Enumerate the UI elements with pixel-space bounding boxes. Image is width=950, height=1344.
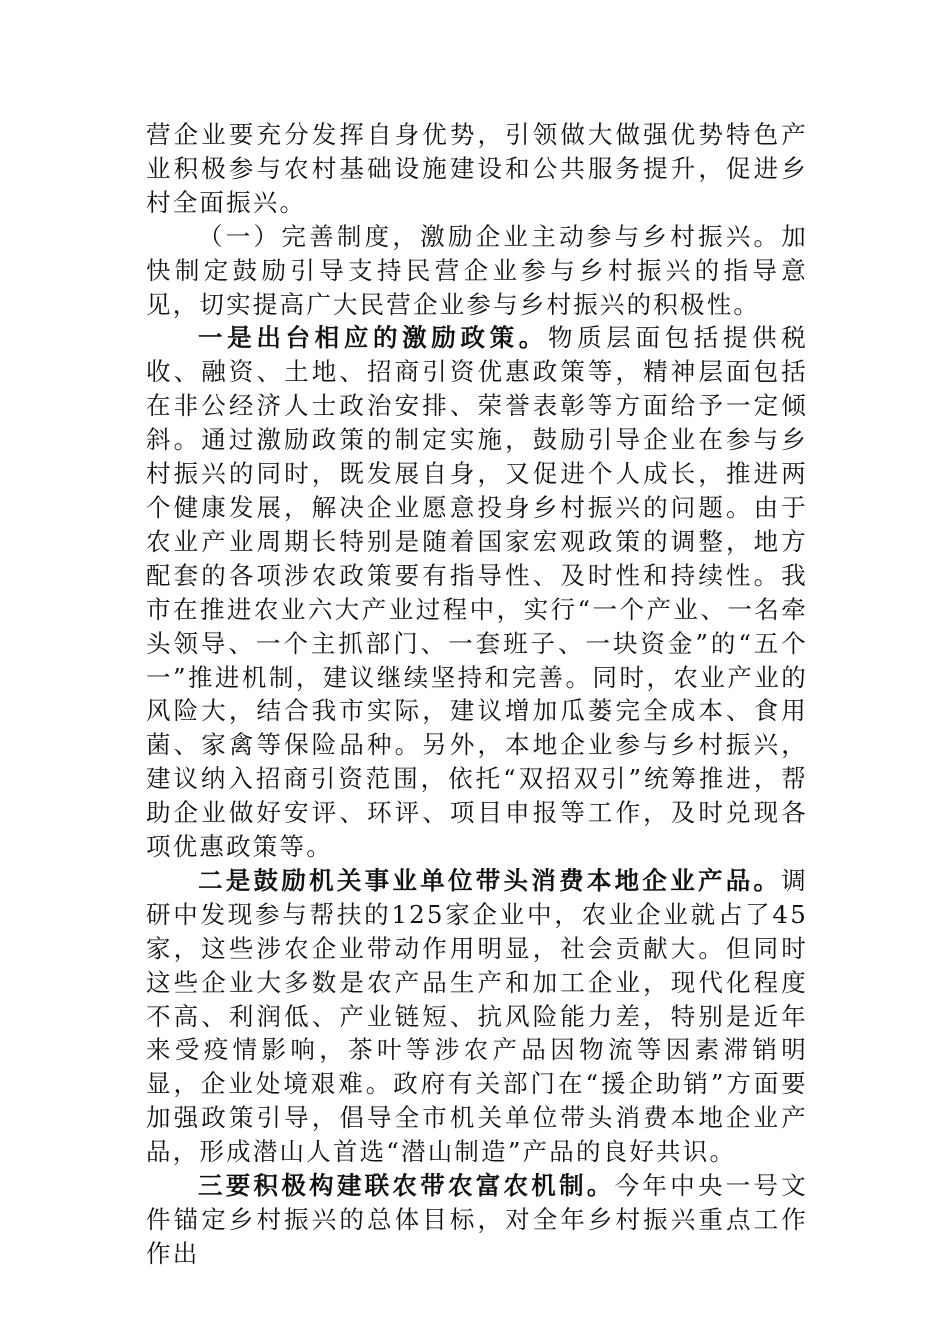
paragraph-text: 物质层面包括提供税收、融资、土地、招商引资优惠政策等，精神层面包括在非公经济人士政治安排、荣誉表彰等方面给予一定倾斜。通过激励政策的制定实施，鼓励引导企业在参与乡村振兴的同时，既发展自身，又促进个人成长，推进两个健康发展，解决企业愿意投身乡村振兴的问题。由于农业产业周期长特别是随着国家宏观政策的调整，地方配套的各项涉农政策要有指导性、及时性和持续性。我市在推进农业六大产业过程中，实行“一个产业、一名牵头领导、一个主抓部门、一套班子、一块资金”的“五个一”推进机制，建议继续坚持和完善。同时，农业产业的风险大，结合我市实际，建议增加瓜蒌完全成本、食用菌、家禽等保险品种。另外，本地企业参与乡村振兴，建议纳入招商引资范围，依托“双招双引”统筹推进，帮助企业做好安评、环评、项目申报等工作，及时兑现各项优惠政策等。 (146, 323, 808, 862)
point-heading: 一是出台相应的激励政策。 (198, 323, 548, 353)
paragraph-point-3 (146, 1169, 808, 1271)
point-heading: 三要积极构建联农带农富农机制。 (198, 1171, 615, 1201)
paragraph-text: 调研中发现参与帮扶的125家企业中，农业企业就占了45家，这些涉农企业带动作用明显，社会贡献大。但同时这些企业大多数是农产品生产和加工企业，现代化程度不高、利润低、产业链短、抗风险能力差，特别是近年来受疫情影响，茶叶等涉农产品因物流等因素滞销明显，企业处境艰难。政府有关部门在“援企助销”方面要加强政策引导，倡导全市机关单位带头消费本地企业产品，形成潜山人首选“潜山制造”产品的良好共识。 (146, 865, 808, 1167)
section-heading: （一）完善制度，激励企业主动参与乡村振兴。 (198, 221, 782, 251)
paragraph-point-2 (146, 864, 808, 1169)
paragraph-point-1 (146, 321, 808, 864)
paragraph-section-1 (146, 220, 808, 322)
paragraph-text: 今年中央一号文件锚定乡村振兴的总体目标，对全年乡村振兴重点工作作出 (146, 1171, 808, 1268)
paragraph-continuation (146, 118, 808, 220)
document-body (146, 118, 808, 1271)
point-heading: 二是鼓励机关事业单位带头消费本地企业产品。 (198, 865, 782, 895)
paragraph-text: 加快制定鼓励引导支持民营企业参与乡村振兴的指导意见，切实提高广大民营企业参与乡村振兴的积极性。 (146, 221, 808, 319)
paragraph-text: 营企业要充分发挥自身优势，引领做大做强优势特色产业积极参与农村基础设施建设和公共服务提升，促进乡村全面振兴。 (146, 120, 808, 217)
